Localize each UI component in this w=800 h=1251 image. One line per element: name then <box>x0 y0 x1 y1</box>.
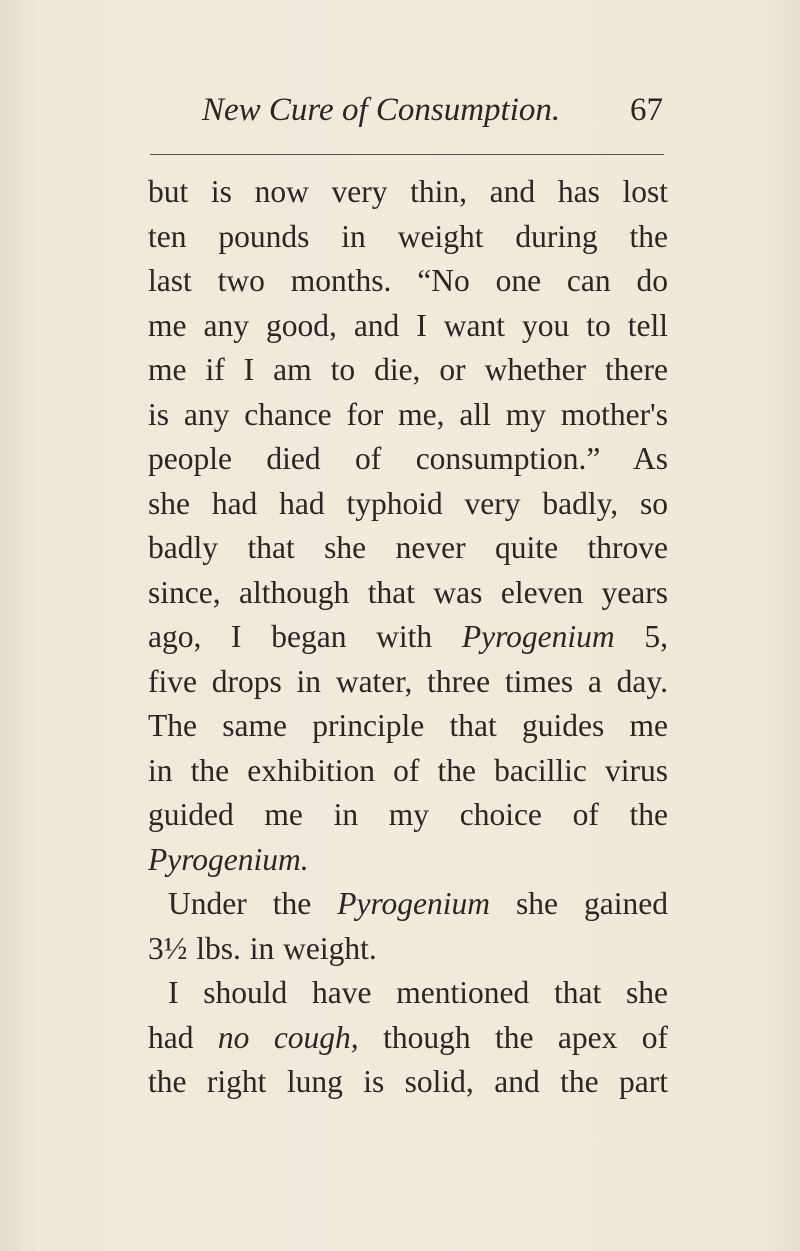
text-line: but is now very thin, and has lost <box>148 174 668 209</box>
text-line <box>148 838 668 883</box>
text-line: she had had typhoid very badly, so <box>148 485 668 521</box>
text-line: me any good, and I want you to tell <box>148 307 668 343</box>
text-line: 3½ lbs. in weight. <box>148 930 377 966</box>
text-line: me if I am to die, or whether there <box>148 352 668 387</box>
italic-term: Pyrogenium. <box>148 841 309 877</box>
italic-term: Pyrogenium <box>461 619 615 654</box>
text-line: had no cough, though the apex of <box>148 1019 669 1055</box>
italic-term: Pyrogenium <box>337 886 491 921</box>
running-title: New Cure of Consumption. <box>202 92 561 128</box>
text-line: The same principle that guides me <box>148 708 668 743</box>
italic-term: no cough, <box>217 1019 359 1055</box>
text-line: ten pounds in weight during the <box>148 218 668 254</box>
page-header <box>150 92 665 138</box>
text-line: is any chance for me, all my mother's <box>148 396 668 432</box>
text-line: I should have mentioned that she <box>168 975 668 1010</box>
text-line: five drops in water, three times a day. <box>148 663 668 699</box>
text-line: badly that she never quite throve <box>148 530 668 565</box>
text-line: last two months. “No one can do <box>148 263 668 298</box>
text-line: in the exhibition of the bacillic virus <box>148 752 668 788</box>
header-rule <box>150 154 664 155</box>
text-line: since, although that was eleven years <box>148 574 668 610</box>
body-text <box>148 170 668 1105</box>
page-number: 67 <box>630 92 663 128</box>
text-line: people died of consumption.” As <box>148 441 668 476</box>
text-line: the right lung is solid, and the part <box>148 1064 668 1099</box>
text-line: ago, I began with Pyrogenium 5, <box>148 619 668 654</box>
text-line: Under the Pyrogenium she gained <box>168 886 668 921</box>
text-line: guided me in my choice of the <box>148 797 668 832</box>
